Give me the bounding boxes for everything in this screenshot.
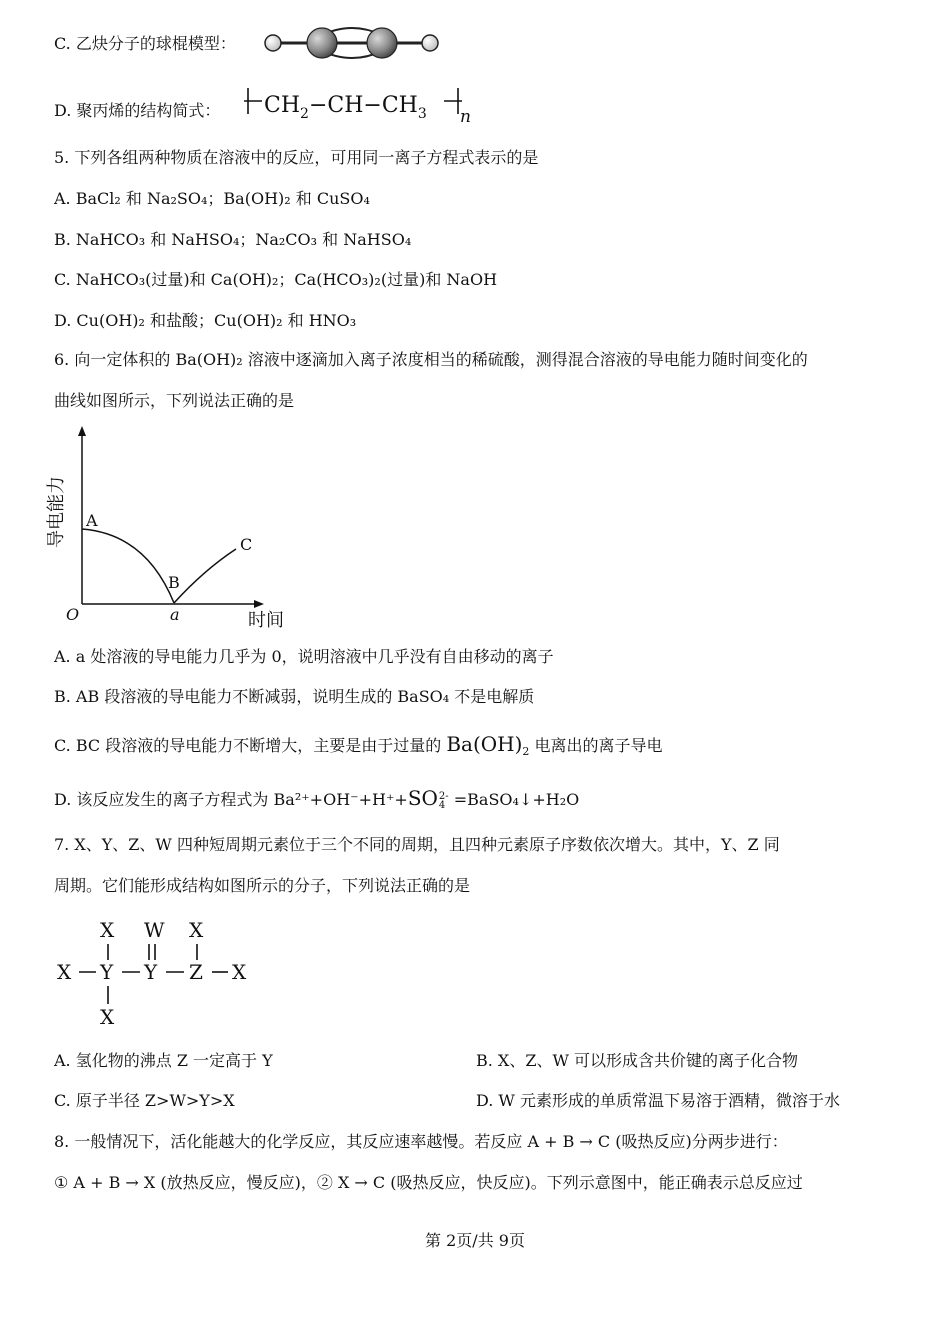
q6-option-d-so4-sup: 2- (438, 790, 449, 802)
q7-stem-line1: 7. X、Y、Z、W 四种短周期元素位于三个不同的周期，且四种元素原子序数依次增大。其中，Y、Z 同 (54, 835, 780, 854)
polymer-sub-2: 2 (300, 106, 309, 122)
graph-point-a: A (86, 511, 98, 530)
struct-y-1: Y (100, 960, 114, 984)
graph-ylabel: 导电能力 (46, 476, 67, 548)
polymer-ch2: CH (264, 93, 301, 118)
q4-option-d (54, 100, 220, 122)
q6-option-d (54, 787, 579, 811)
q6-option-d-pre: D. 该反应发生的离子方程式为 Ba²⁺+OH⁻+H⁺+ (54, 790, 408, 809)
q5-option-a: A. BaCl₂ 和 Na₂SO₄；Ba(OH)₂ 和 CuSO₄ (54, 189, 370, 208)
q8-stem-line1: 8. 一般情况下，活化能越大的化学反应，其反应速率越慢。若反应 A + B → C (吸热反应)分两步进行： (54, 1132, 788, 1151)
svg-text:CH2−CH−CH3 (264, 93, 427, 122)
q5-option-c: C. NaHCO₃(过量)和 Ca(OH)₂；Ca(HCO₃)₂(过量)和 NaOH (54, 270, 498, 289)
page-footer: 第 2页/共 9页 (425, 1231, 525, 1250)
acetylene-ball-stick-model (262, 22, 442, 64)
molecule-structure (52, 914, 262, 1034)
graph-tick-a: a (170, 605, 180, 624)
q5-stem: 5. 下列各组两种物质在溶液中的反应，可用同一离子方程式表示的是 (54, 148, 539, 167)
x-axis-arrow-icon (254, 600, 264, 608)
graph-point-b: B (168, 573, 180, 592)
polymer-sub-3: 3 (417, 106, 427, 122)
q8-stem-line2: ① A + B → X (放热反应，慢反应)，② X → C (吸热反应，快反应)。下列示意图中，能正确表示总反应过 (54, 1173, 803, 1192)
q6-stem-line1: 6. 向一定体积的 Ba(OH)₂ 溶液中逐滴加入离子浓度相当的稀硫酸，测得混合溶液的导电能力随时间变化的 (54, 350, 808, 369)
q6-option-c-formula: Ba(OH) (446, 732, 523, 756)
y-axis-arrow-icon (78, 426, 86, 436)
q7-option-c: C. 原子半径 Z>W>Y>X (54, 1091, 235, 1110)
q7-option-b: B. X、Z、W 可以形成含共价键的离子化合物 (476, 1051, 798, 1070)
graph-origin: O (66, 605, 80, 624)
graph-point-c: C (240, 535, 253, 554)
q6-option-c-pre: C. BC 段溶液的导电能力不断增大，主要是由于过量的 (54, 736, 447, 755)
q6-option-a: A. a 处溶液的导电能力几乎为 0，说明溶液中几乎没有自由移动的离子 (54, 647, 554, 666)
polymer-middle: −CH−CH (308, 93, 418, 118)
q6-option-c-post: 电离出的离子导电 (529, 736, 663, 755)
q6-stem-line2: 曲线如图所示，下列说法正确的是 (54, 391, 295, 410)
struct-x-bottom: X (100, 1005, 115, 1029)
conductivity-graph (46, 422, 306, 634)
q6-option-d-so4-sub: 4 (438, 799, 446, 811)
polypropylene-formula (236, 84, 486, 128)
q4-option-c (54, 33, 236, 55)
q4-option-d-label: D. 聚丙烯的结构简式： (54, 101, 221, 120)
struct-y-2: Y (144, 960, 158, 984)
q6-option-c-sub: 2 (522, 745, 530, 759)
q6-option-b: B. AB 段溶液的导电能力不断减弱，说明生成的 BaSO₄ 不是电解质 (54, 687, 535, 706)
polymer-n: n (460, 107, 471, 127)
q7-option-a: A. 氢化物的沸点 Z 一定高于 Y (54, 1051, 273, 1070)
struct-x-left: X (57, 960, 72, 984)
struct-w-top: W (144, 918, 165, 942)
curve-ab (82, 529, 174, 603)
q6-option-c (54, 733, 663, 757)
q7-stem-line2: 周期。它们能形成结构如图所示的分子，下列说法正确的是 (54, 876, 471, 895)
struct-x-right: X (232, 960, 247, 984)
q5-option-b: B. NaHCO₃ 和 NaHSO₄；Na₂CO₃ 和 NaHSO₄ (54, 230, 412, 249)
q7-option-d: D. W 元素形成的单质常温下易溶于酒精，微溶于水 (476, 1091, 840, 1110)
struct-z: Z (189, 960, 203, 984)
struct-x-top-right: X (189, 918, 204, 942)
graph-xlabel: 时间 (248, 610, 284, 631)
q4-option-c-label: C. 乙炔分子的球棍模型： (54, 34, 236, 53)
q6-option-d-so4: SO (407, 786, 438, 810)
struct-x-top-left: X (100, 918, 115, 942)
q6-option-d-post: =BaSO₄↓+H₂O (448, 790, 580, 809)
curve-bc (174, 549, 236, 603)
q5-option-d: D. Cu(OH)₂ 和盐酸；Cu(OH)₂ 和 HNO₃ (54, 311, 357, 330)
